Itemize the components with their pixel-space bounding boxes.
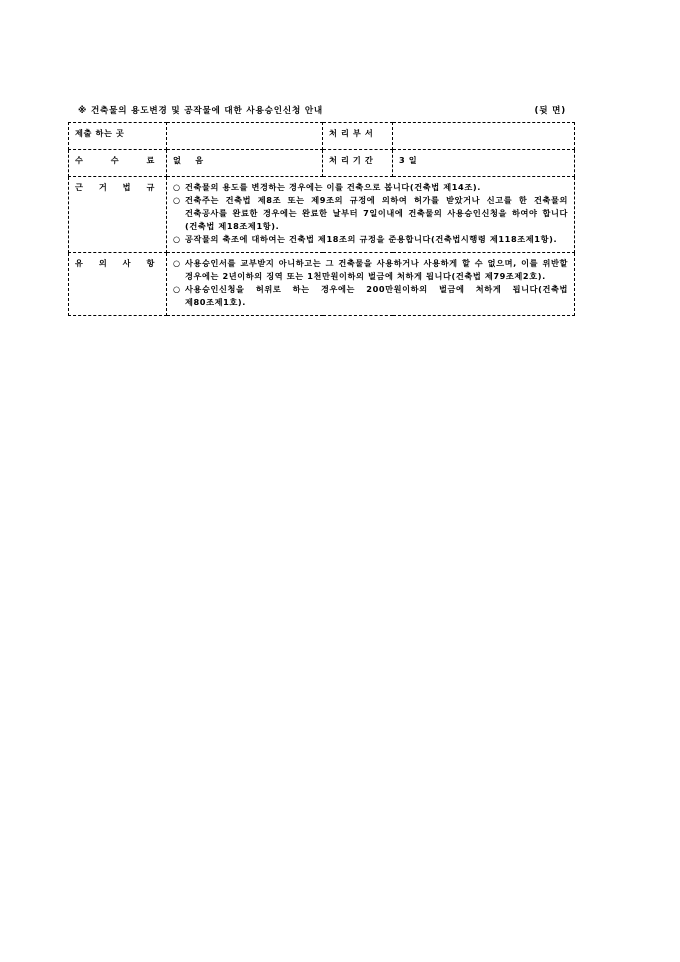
bullet-icon: ○	[173, 195, 181, 205]
legal-basis-item-3: 공작물의 축조에 대하여는 건축법 제18조의 규정을 준용합니다(건축법시행령 제118조제1항).	[185, 234, 558, 244]
processing-period-label: 처 리 기 간	[323, 150, 393, 177]
notes-item-2: 사용승인신청을 허위로 하는 경우에는 200만원이하의 벌금에 처하게 됩니다(건축법 제80조제1호).	[185, 284, 568, 307]
notes-label-char: 사	[122, 258, 132, 268]
notes-row	[69, 253, 575, 316]
legal-basis-item-2: 건축주는 건축법 제8조 또는 제9조의 규정에 의하여 허가를 받았거나 신고를 한 건축물의 건축공사를 완료한 경우에는 완료한 날부터 7일이내에 건축물의 사용승인신청을 하여야 합니다(건축법 제18조제1항).	[185, 195, 568, 231]
notes-label	[69, 253, 167, 316]
legal-basis-label-char: 법	[122, 182, 132, 192]
bullet-icon: ○	[173, 258, 181, 268]
page-side-note: (뒷 면)	[534, 106, 566, 116]
legal-basis-label-char: 거	[98, 182, 108, 192]
submission-row	[69, 123, 575, 150]
notes-label-char: 유	[75, 258, 84, 268]
list-item	[173, 233, 568, 246]
legal-basis-item-1: 건축물의 용도를 변경하는 경우에는 이를 건축으로 봅니다(건축법 제14조).	[185, 182, 481, 192]
legal-basis-content	[167, 177, 575, 253]
bullet-icon: ○	[173, 234, 181, 244]
bullet-icon: ○	[173, 284, 181, 294]
document	[68, 100, 574, 316]
processing-department-label: 처 리 부 서	[323, 123, 393, 150]
processing-department-value	[393, 123, 575, 150]
submission-place-label: 제출 하는 곳	[69, 123, 167, 150]
guidance-table	[68, 122, 575, 316]
notes-label-char: 의	[98, 258, 108, 268]
document-header	[68, 100, 574, 122]
notes-content	[167, 253, 575, 316]
document-title: ※ 건축물의 용도변경 및 공작물에 대한 사용승인신청 안내	[78, 106, 324, 116]
list-item	[173, 283, 568, 309]
fee-row	[69, 150, 575, 177]
fee-label	[69, 150, 167, 177]
notes-label-char: 항	[146, 258, 155, 268]
list-item	[173, 257, 568, 283]
notes-item-1: 사용승인서를 교부받지 아니하고는 그 건축물을 사용하거나 사용하게 할 수 없으며, 이를 위반할 경우에는 2년이하의 징역 또는 1천만원이하의 벌금에 처하게 됩니다(건축법 제79조제2호).	[185, 258, 568, 281]
fee-value: 없 음	[167, 150, 323, 177]
legal-basis-row	[69, 177, 575, 253]
fee-label-char: 수	[110, 155, 120, 165]
list-item	[173, 181, 568, 194]
submission-place-value	[167, 123, 323, 150]
fee-label-char: 수	[75, 155, 84, 165]
legal-basis-label-char: 규	[146, 182, 155, 192]
bullet-icon: ○	[173, 182, 181, 192]
legal-basis-label	[69, 177, 167, 253]
processing-period-value: 3 일	[393, 150, 575, 177]
list-item	[173, 194, 568, 233]
legal-basis-label-char: 근	[75, 182, 84, 192]
fee-label-char: 료	[146, 155, 155, 165]
